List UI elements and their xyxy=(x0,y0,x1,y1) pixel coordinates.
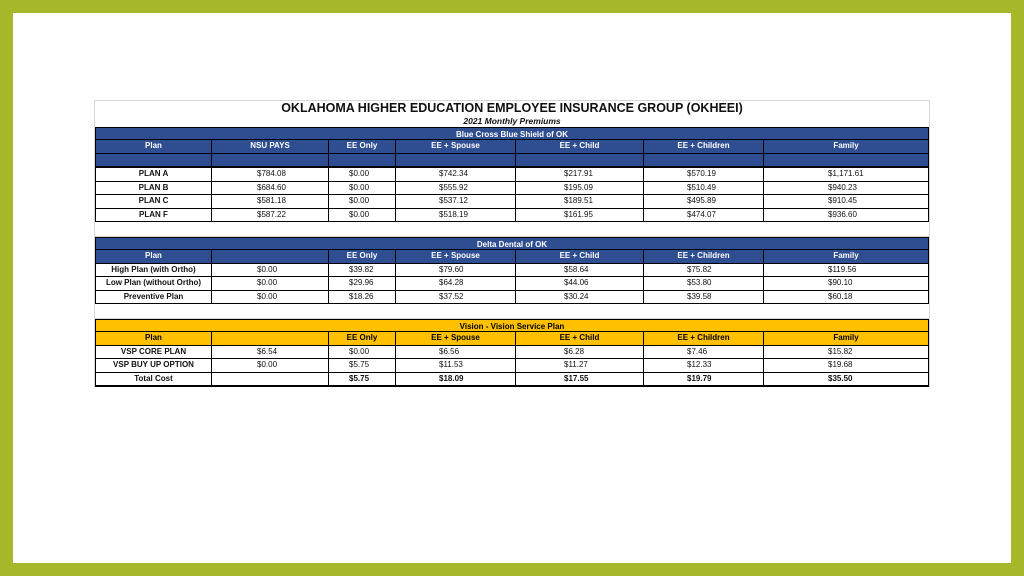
cell: $60.18 xyxy=(764,291,929,305)
col-header: Plan xyxy=(95,140,212,154)
cell: $742.34 xyxy=(396,168,516,182)
plan-name: VSP CORE PLAN xyxy=(95,346,212,360)
cell: $940.23 xyxy=(764,182,929,196)
cell: $936.60 xyxy=(764,209,929,223)
col-header: NSU PAYS xyxy=(212,140,329,154)
cell: $784.08 xyxy=(212,168,329,182)
cell: $537.12 xyxy=(396,195,516,209)
blank-cell xyxy=(95,154,212,168)
col-header: EE + Children xyxy=(644,250,764,264)
col-header: EE + Children xyxy=(644,332,764,346)
table-row xyxy=(95,359,929,373)
blank-cell xyxy=(644,154,764,168)
bcbs-band: Blue Cross Blue Shield of OK xyxy=(95,127,929,140)
cell: $39.58 xyxy=(644,291,764,305)
spacer xyxy=(95,222,929,237)
plan-name: PLAN C xyxy=(95,195,212,209)
cell: $189.51 xyxy=(516,195,644,209)
total-row xyxy=(95,373,929,388)
total-cell: $5.75 xyxy=(329,373,396,387)
col-header xyxy=(212,250,329,264)
vision-header-row xyxy=(95,332,929,346)
table-row xyxy=(95,209,929,223)
cell: $119.56 xyxy=(764,264,929,278)
table-row xyxy=(95,167,929,182)
col-header: Family xyxy=(764,250,929,264)
plan-name: High Plan (with Ortho) xyxy=(95,264,212,278)
cell: $79.60 xyxy=(396,264,516,278)
cell: $7.46 xyxy=(644,346,764,360)
col-header: EE + Children xyxy=(644,140,764,154)
bcbs-blank-row xyxy=(95,154,929,168)
col-header: Plan xyxy=(95,250,212,264)
col-header: EE Only xyxy=(329,332,396,346)
cell: $0.00 xyxy=(212,359,329,373)
cell: $90.10 xyxy=(764,277,929,291)
col-header: Family xyxy=(764,140,929,154)
col-header: EE + Spouse xyxy=(396,250,516,264)
cell: $37.52 xyxy=(396,291,516,305)
col-header: EE + Spouse xyxy=(396,332,516,346)
table-row xyxy=(95,195,929,209)
blank-cell xyxy=(516,154,644,168)
plan-name: Low Plan (without Ortho) xyxy=(95,277,212,291)
total-cell: $19.79 xyxy=(644,373,764,387)
cell: $1,171.61 xyxy=(764,168,929,182)
cell: $19.68 xyxy=(764,359,929,373)
bcbs-header-row xyxy=(95,140,929,154)
cell: $0.00 xyxy=(329,346,396,360)
cell: $587.22 xyxy=(212,209,329,223)
cell xyxy=(212,373,329,387)
cell: $58.64 xyxy=(516,264,644,278)
col-header: Family xyxy=(764,332,929,346)
cell: $474.07 xyxy=(644,209,764,223)
plan-name: VSP BUY UP OPTION xyxy=(95,359,212,373)
premium-sheet xyxy=(94,100,930,387)
cell: $0.00 xyxy=(329,168,396,182)
cell: $5.75 xyxy=(329,359,396,373)
blank-cell xyxy=(329,154,396,168)
cell: $555.92 xyxy=(396,182,516,196)
vision-band: Vision - Vision Service Plan xyxy=(95,319,929,332)
sheet-subtitle: 2021 Monthly Premiums xyxy=(463,116,561,126)
cell: $29.96 xyxy=(329,277,396,291)
cell: $0.00 xyxy=(329,209,396,223)
cell: $12.33 xyxy=(644,359,764,373)
cell: $217.91 xyxy=(516,168,644,182)
cell: $910.45 xyxy=(764,195,929,209)
cell: $11.53 xyxy=(396,359,516,373)
cell: $11.27 xyxy=(516,359,644,373)
table-row xyxy=(95,291,929,305)
total-cell: $17.55 xyxy=(516,373,644,387)
cell: $6.54 xyxy=(212,346,329,360)
col-header xyxy=(212,332,329,346)
spacer xyxy=(95,304,929,319)
blank-cell xyxy=(764,154,929,168)
cell: $684.60 xyxy=(212,182,329,196)
cell: $0.00 xyxy=(329,195,396,209)
blank-cell xyxy=(212,154,329,168)
cell: $0.00 xyxy=(212,277,329,291)
plan-name: PLAN A xyxy=(95,168,212,182)
cell: $6.56 xyxy=(396,346,516,360)
table-row xyxy=(95,182,929,196)
cell: $30.24 xyxy=(516,291,644,305)
total-cell: $18.09 xyxy=(396,373,516,387)
total-cell: $35.50 xyxy=(764,373,929,387)
cell: $39.82 xyxy=(329,264,396,278)
total-label: Total Cost xyxy=(95,373,212,387)
cell: $510.49 xyxy=(644,182,764,196)
cell: $518.19 xyxy=(396,209,516,223)
col-header: EE + Child xyxy=(516,140,644,154)
col-header: EE + Child xyxy=(516,250,644,264)
cell: $581.18 xyxy=(212,195,329,209)
table-row xyxy=(95,346,929,360)
table-row xyxy=(95,277,929,291)
col-header: EE Only xyxy=(329,250,396,264)
cell: $6.28 xyxy=(516,346,644,360)
cell: $64.28 xyxy=(396,277,516,291)
col-header: EE Only xyxy=(329,140,396,154)
col-header: EE + Child xyxy=(516,332,644,346)
cell: $0.00 xyxy=(329,182,396,196)
cell: $0.00 xyxy=(212,264,329,278)
plan-name: PLAN B xyxy=(95,182,212,196)
slide xyxy=(13,13,1011,563)
cell: $44.06 xyxy=(516,277,644,291)
plan-name: PLAN F xyxy=(95,209,212,223)
col-header: EE + Spouse xyxy=(396,140,516,154)
table-row xyxy=(95,264,929,278)
cell: $0.00 xyxy=(212,291,329,305)
cell: $161.95 xyxy=(516,209,644,223)
col-header: Plan xyxy=(95,332,212,346)
cell: $18.26 xyxy=(329,291,396,305)
blank-cell xyxy=(396,154,516,168)
sheet-title: OKLAHOMA HIGHER EDUCATION EMPLOYEE INSURANCE GROUP (OKHEEI) xyxy=(281,101,743,115)
cell: $15.82 xyxy=(764,346,929,360)
cell: $53.80 xyxy=(644,277,764,291)
delta-band: Delta Dental of OK xyxy=(95,237,929,250)
delta-header-row xyxy=(95,250,929,264)
cell: $570.19 xyxy=(644,168,764,182)
cell: $75.82 xyxy=(644,264,764,278)
cell: $195.09 xyxy=(516,182,644,196)
plan-name: Preventive Plan xyxy=(95,291,212,305)
cell: $495.89 xyxy=(644,195,764,209)
